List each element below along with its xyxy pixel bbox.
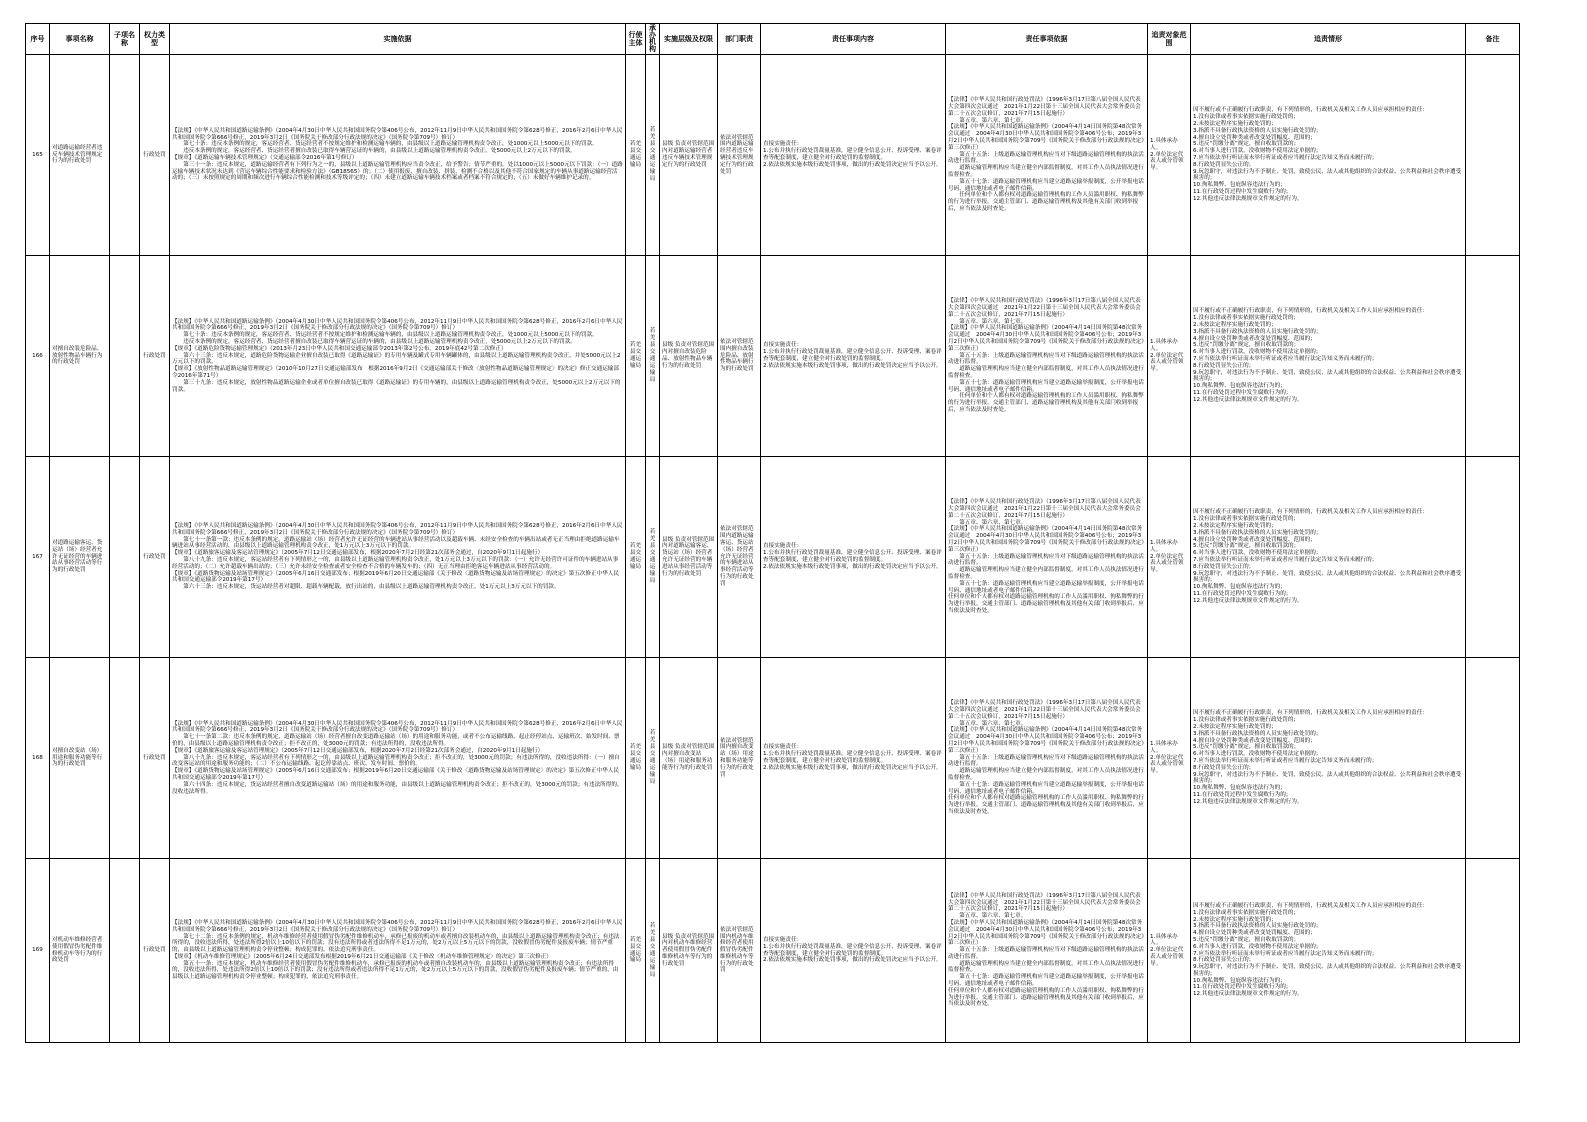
row-level-authority — [660, 658, 718, 859]
row-liability: 【法律】《中华人民共和国行政处罚法》（1996年3月17日第八届全国人民代表大会第四次会议通过 2021年1月22日第十三届全国人民代表大会常务委员会第二十五次会议修订，2021年7月15日起施行） 第五章、第六章、第七章。 【法规】《中华人民共和国道路运输条例》（2004年4月14日国务院第48次常务会议通过 2004年4月30日中华人民共和国国务院令第406号公布；2019年3月2日中华人民共和国国务院令第709号《国务院关于修改部分行政法规的决定》第三次修正） 第五十五条：上级道路运输管理机构应当对下级道路运输管理机构的执法活动进行监督。 道路运输管理机构应当建立健全内部监督制度，对其工作人员执法情况进行监督检查。 第五十七条：道路运输管理机构应当建立道路运输举报制度，公开举报电话号码、通信地址或者电子邮件信箱。 任何单位和个人都有权对道路运输管理机构的工作人员滥用职权、徇私舞弊的行为进行举报。交通主管部门、道路运输管理机构及其他有关部门收到举报后，应当依法及时查处。 — [946, 55, 1148, 256]
header-no: 序号 — [26, 24, 50, 55]
row-sub — [110, 55, 140, 256]
row-content: 直接实施责任： 1.公布并执行行政处罚裁量基准，建立健全信息公开、投诉受理、案卷评查等配套制度，建立健全对行政处罚的监督制度。 2.依法依规实施本级行政处罚事项，做出的行政处罚决定应当予以公开。 — [761, 55, 946, 256]
row-content: 直接实施责任： 1.公布并执行行政处罚裁量基准，建立健全信息公开、投诉受理、案卷评查等配套制度，建立健全对行政处罚的监督制度。 2.依法依规实施本级行政处罚事项，做出的行政处罚决定应当予以公开。 — [761, 658, 946, 859]
row-remark — [1466, 658, 1520, 859]
row-body: 若羌县交通运输局 — [626, 859, 646, 1043]
row-sub — [110, 859, 140, 1043]
row-duty: 依法对管辖范围内机动车维修经营者使用假冒伪劣配件维修机动车等行为的行政处罚 — [718, 859, 761, 1043]
row-no: 169 — [26, 859, 50, 1043]
row-liability: 【法律】《中华人民共和国行政处罚法》（1996年3月17日第八届全国人民代表大会第四次会议通过 2021年1月22日第十三届全国人民代表大会常务委员会第二十五次会议修订，2021年7月15日起施行） 第五章、第六章、第七章。 【法规】《中华人民共和国道路运输条例》（2004年4月14日国务院第48次常务会议通过 2004年4月30日中华人民共和国国务院令第406号公布；2019年3月2日中华人民共和国国务院令第709号《国务院关于修改部分行政法规的决定》第三次修正） 第五十五条：上级道路运输管理机构应当对下级道路运输管理机构的执法活动进行监督。 道路运输管理机构应当建立健全内部监督制度，对其工作人员执法情况进行监督检查。 第五十七条：道路运输管理机构应当建立道路运输举报制度，公开举报电话号码、通信地址或者电子邮件信箱。 任何单位和个人都有权对道路运输管理机构的工作人员滥用职权、徇私舞弊的行为进行举报。交通主管部门、道路运输管理机构及其他有关部门收到举报后，应当依法及时查处。 — [946, 859, 1148, 1043]
row-duty: 依法对管辖范围内擅自改变站（场）用途和服务功能等行为的行政处罚 — [718, 658, 761, 859]
row-level: 县级 — [662, 744, 674, 751]
header-situation: 追责情形 — [1191, 24, 1466, 55]
header-basis: 实施依据 — [170, 24, 626, 55]
row-basis: 【法规】《中华人民共和国道路运输条例》（2004年4月30日中华人民共和国国务院令第406号公布，2012年11月9日中华人民共和国国务院令第628号修正，2016年2月6日中华人民共和国国务院令第666号修正，2019年3月2日《国务院关于修改部分行政法规的决定》（国务院令第709号）修订） 第七十条：违反本条例的规定，客运经营者、货运经营者不按规定维护和检测运输车辆的，由县级以上道路运输管理机构责令改正，处1000元以上5000元以下的罚款。 违反本条例的规定，客运经营者、货运经营者擅自改装已取得车辆营运证的车辆的，由县级以上道路运输管理机构责令改正，处5000元以上2万元以下的罚款。 【规章】《道路危险货物运输管理规定》（2013年月23日中华人民共和国交通运输部令2013年第2号公布，2019年底42号第二次修正） 第六十三条：违反本规定，道路危险货物运输企业擅自改装已取得《道路运输证》的专用车辆及罐式专用车辆罐体的，由县级以上道路运输管理机构责令改正，并处5000元以上2万元以下的罚款。 【规章】《放射性物品道路运输管理规定》（2010年10月27日交通运输部发布 根据2016年9月2日《交通运输部关于修改〈放射性物品道路运输管理规定〉的决定》修正交通运输部令2016年第71号） 第三十九条：违反本规定，放射性物品道路运输企业或者单位擅自改装已取得《道路运输证》的专用车辆的，由县级以上道路运输管理机构责令改正，处5000元以上2万元以下的罚款。 — [170, 256, 626, 457]
row-basis: 【法规】《中华人民共和国道路运输条例》（2004年4月30日中华人民共和国国务院令第406号公布，2012年11月9日中华人民共和国国务院令第628号修正，2016年2月6日中华人民共和国国务院令第666号修正，2019年3月2日《国务院关于修改部分行政法规的决定》（国务院令第709号）修订） 第七十二条：违反本条例的规定，机动车维修经营者使用假冒伪劣配件维修机动车，承修已报废的机动车或者擅自改装机动车的，由县级以上道路运输管理机构责令改正；有违法所得的，没收违法所得，处违法所得2倍以上10倍以下的罚款；没有违法所得或者违法所得不足1万元的，处2万元以上5万元以下的罚款，没收假冒伪劣配件及报废车辆；情节严重的，由县级以上道路运输管理机构责令停业整顿；构成犯罪的，依法追究刑事责任。 【规章】《机动车维修管理规定》（2005年6月24日交通部发布根据2019年6月21日交通运输部《关于修改〈机动车维修管理规定〉的决定》第三次修正） 第五十一条：违反本规定，机动车维修经营者使用假冒伪劣配件维修机动车，承修已报废的机动车或者擅自改装机动车的，由县级以上道路运输管理机构责令改正；有违法所得的，没收违法所得，处违法所得2倍以上10倍以下的罚款；没有违法所得或者违法所得不足1万元的，处2万元以上5万元以下的罚款，没收假冒伪劣配件及报废车辆；情节严重的，由县级以上道路运输管理机构责令停业整顿；构成犯罪的，依法追究刑事责任。 — [170, 859, 626, 1043]
header-sub: 子项名称 — [110, 24, 140, 55]
row-type: 行政处罚 — [140, 55, 170, 256]
row-duty: 依法对管辖范围内道路运输客运、货运站（场）经营者允许无证经营的车辆进站从事经营活动等行为的行政处罚 — [718, 457, 761, 658]
row-basis: 【法规】《中华人民共和国道路运输条例》（2004年4月30日中华人民共和国国务院令第406号公布，2012年11月9日中华人民共和国国务院令第628号修正，2016年2月6日中华人民共和国国务院令第666号修正，2019年3月2日《国务院关于修改部分行政法规的决定》（国务院令第709号）修订） 第七十条：违反本条例的规定，客运经营者、货运经营者不按规定维护和检测运输车辆的，由县级以上道路运输管理机构责令改正，处1000元以上5000元以下的罚款。 违反本条例的规定，客运经营者、货运经营者擅自改装已取得车辆营运证的车辆的，由县级以上道路运输管理机构责令改正，处5000元以上2万元以下的罚款。 【规章】《道路运输车辆技术管理规定》（交通运输部令2016年第1号修订） 第三十一条：违反本规定，道路运输经营者有下列行为之一的，县级以上道路运输管理机构应当责令改正，给予警告；情节严重的，处以1000元以上5000元以下罚款：（一）道路运输车辆技术状况未达到《营运车辆综合性能要求和检验方法》（GB18565）的；（二）使用报废、擅自改装、拼装、检测不合格以及其他不符合国家规定的车辆从事道路运输经营活动的；（三）未按照规定的周期和频次进行车辆综合性能检测和技术等级评定的；（四）未建立道路运输车辆技术档案或者档案不符合规定的；（五）未做好车辆维护记录的。 — [170, 55, 626, 256]
row-duty: 依法对管辖范围内擅自改装危险品、放射性物品车辆行为的行政处罚 — [718, 256, 761, 457]
header-row — [26, 24, 1520, 55]
row-org — [646, 457, 660, 658]
row-situation: 因不履行或不正确履行行政职责，有下列情形的，行政机关及相关工作人员应承担相应的责任： 1.没有法律或者事实依据实施行政处罚的； 2.未按法定程序实施行政处罚的； 3.指派不具备行政执法资格的人员实施行政处罚的； 4.擅自设立处罚种类或者改变处罚幅度、范围的； 5.违反“罚缴分离”规定，擅自收取罚款的； 6.对当事人进行罚款，没收财物不使用法定单据的； 7.应当依法举行听证而未举行听证或者应当履行法定告知义务而未履行的； 8.行政处罚显失公正的； 9.玩忽职守，对违法行为不予制止、处罚，致使公民、法人或其他组织的合法权益、公共利益和社会秩序遭受损害的； 10.徇私舞弊、包庇纵容违法行为的； 11.在行政处罚过程中发生腐败行为的； 12.其他违反法律法规规章文件规定的行为。 — [1191, 457, 1466, 658]
row-duty: 依法对管辖范围内道路运输经营者违反车辆技术管理规定行为的行政处罚 — [718, 55, 761, 256]
table-row — [26, 457, 1520, 658]
row-body: 若羌县交通运输局 — [626, 457, 646, 658]
row-org-text: 若羌县交通运输局 — [649, 127, 656, 182]
row-content: 直接实施责任： 1.公布并执行行政处罚裁量基准，建立健全信息公开、投诉受理、案卷评查等配套制度，建立健全对行政处罚的监督制度。 2.依法依规实施本级行政处罚事项，做出的行政处罚决定应当予以公开。 — [761, 256, 946, 457]
row-org — [646, 658, 660, 859]
table-row — [26, 256, 1520, 457]
row-situation: 因不履行或不正确履行行政职责，有下列情形的，行政机关及相关工作人员应承担相应的责任： 1.没有法律或者事实依据实施行政处罚的； 2.未按法定程序实施行政处罚的； 3.指派不具备行政执法资格的人员实施行政处罚的； 4.擅自设立处罚种类或者改变处罚幅度、范围的； 5.违反“罚缴分离”规定，擅自收取罚款的； 6.对当事人进行罚款，没收财物不使用法定单据的； 7.应当依法举行听证而未举行听证或者应当履行法定告知义务而未履行的； 8.行政处罚显失公正的； 9.玩忽职守，对违法行为不予制止、处罚，致使公民、法人或其他组织的合法权益、公共利益和社会秩序遭受损害的； 10.徇私舞弊、包庇纵容违法行为的； 11.在行政处罚过程中发生腐败行为的； 12.其他违反法律法规规章文件规定的行为。 — [1191, 256, 1466, 457]
table-row — [26, 658, 1520, 859]
row-situation: 因不履行或不正确履行行政职责，有下列情形的，行政机关及相关工作人员应承担相应的责任： 1.没有法律或者事实依据实施行政处罚的； 2.未按法定程序实施行政处罚的； 3.指派不具备行政执法资格的人员实施行政处罚的； 4.擅自设立处罚种类或者改变处罚幅度、范围的； 5.违反“罚缴分离”规定，擅自收取罚款的； 6.对当事人进行罚款，没收财物不使用法定单据的； 7.应当依法举行听证而未举行听证或者应当履行法定告知义务而未履行的； 8.行政处罚显失公正的； 9.玩忽职守，对违法行为不予制止、处罚，致使公民、法人或其他组织的合法权益、公共利益和社会秩序遭受损害的； 10.徇私舞弊、包庇纵容违法行为的； 11.在行政处罚过程中发生腐败行为的； 12.其他违反法律法规规章文件规定的行为。 — [1191, 658, 1466, 859]
row-level: 县级 — [662, 536, 674, 543]
header-level: 实施层级及权限 — [660, 24, 718, 55]
row-liability: 【法律】《中华人民共和国行政处罚法》（1996年3月17日第八届全国人民代表大会第四次会议通过 2021年1月22日第十三届全国人民代表大会常务委员会第二十五次会议修订，2021年7月15日起施行） 第五章、第六章、第七章。 【法规】《中华人民共和国道路运输条例》（2004年4月14日国务院第48次常务会议通过 2004年4月30日中华人民共和国国务院令第406号公布；2019年3月2日中华人民共和国国务院令第709号《国务院关于修改部分行政法规的决定》第三次修正） 第五十五条：上级道路运输管理机构应当对下级道路运输管理机构的执法活动进行监督。 道路运输管理机构应当建立健全内部监督制度，对其工作人员执法情况进行监督检查。 第五十七条：道路运输管理机构应当建立道路运输举报制度，公开举报电话号码、通信地址或者电子邮件信箱。 任何单位和个人都有权对道路运输管理机构的工作人员滥用职权、徇私舞弊的行为进行举报。交通主管部门、道路运输管理机构及其他有关部门收到举报后，应当依法及时查处。 — [946, 256, 1148, 457]
header-org-text: 承办机构 — [649, 24, 656, 53]
row-body: 若羌县交通运输局 — [626, 658, 646, 859]
row-scope: 1.具体承办人。 2.单位法定代表人或分管领导。 — [1148, 859, 1191, 1043]
header-name: 事项名称 — [50, 24, 110, 55]
row-org — [646, 55, 660, 256]
row-situation: 因不履行或不正确履行行政职责，有下列情形的，行政机关及相关工作人员应承担相应的责任： 1.没有法律或者事实依据实施行政处罚的； 2.未按法定程序实施行政处罚的； 3.指派不具备行政执法资格的人员实施行政处罚的； 4.擅自设立处罚种类或者改变处罚幅度、范围的； 5.违反“罚缴分离”规定，擅自收取罚款的； 6.对当事人进行罚款，没收财物不使用法定单据的； 7.应当依法举行听证而未举行听证或者应当履行法定告知义务而未履行的； 8.行政处罚显失公正的； 9.玩忽职守，对违法行为不予制止、处罚，致使公民、法人或其他组织的合法权益、公共利益和社会秩序遭受损害的； 10.徇私舞弊、包庇纵容违法行为的； 11.在行政处罚过程中发生腐败行为的； 12.其他违反法律法规规章文件规定的行为。 — [1191, 55, 1466, 256]
row-basis: 【法规】《中华人民共和国道路运输条例》（2004年4月30日中华人民共和国国务院令第406号公布，2012年11月9日中华人民共和国国务院令第628号修正，2016年2月6日中华人民共和国国务院令第666号修正，2019年3月2日《国务院关于修改部分行政法规的决定》（国务院令第709号）修订） 第七十一条第二款：违反本条例的规定，道路运输站（场）经营者擅自改变道路运输站（场）的用途和服务功能，或者不公布运输线路、起止经停站点、运输班次、始发时间、票价的，由县级以上道路运输管理机构责令改正；拒不改正的，处3000元的罚款；有违法所得的，没收违法所得。 【规章】《道路旅客运输及客运站管理规定》（2005年7月12日交通运输部发布，根据2020年7月2日经第21次部务会通过，自2020年9月1日起施行） 第八十九条：违反本规定，客运站经营者有下列情形之一的，由县级以上道路运输管理机构责令改正；拒不改正的，处3000元的罚款；有违法所得的，没收违法所得：（一）擅自改变客运站的用途和服务功能的；（二）不公布运输线路、起讫停靠站点、班次、发车时间、票价的。 【规章】《道路货物运输及站场管理规定》（2005年6月16日交通部发布；根据2019年6月20日交通运输部《关于修改〈道路货物运输及站场管理规定〉的决定》第五次修正中华人民共和国交通运输部令2019年第17号） 第六十四条：违反本规定，货运站经营者擅自改变道路运输站（场）的用途和服务功能，由县级以上道路运输管理机构责令改正；拒不改正的，处3000元的罚款；有违法所得的，没收违法所得。 — [170, 658, 626, 859]
row-org — [646, 859, 660, 1043]
row-type: 行政处罚 — [140, 256, 170, 457]
row-no: 165 — [26, 55, 50, 256]
row-scope: 1.具体承办人。 2.单位法定代表人或分管领导。 — [1148, 55, 1191, 256]
row-no: 168 — [26, 658, 50, 859]
row-level-authority — [660, 55, 718, 256]
header-type: 权力类型 — [140, 24, 170, 55]
row-authority: 负责对管辖范围内对擅自改变站（场）用途和服务功能等行为的行政处罚 — [662, 744, 715, 771]
row-level-authority — [660, 457, 718, 658]
row-name: 对道路运输客运、货运站（场）经营者允许无证经营的车辆进站从事经营活动等行为的行政处罚 — [50, 457, 110, 658]
row-sub — [110, 256, 140, 457]
row-org-text: 若羌县交通运输局 — [649, 529, 656, 584]
row-content: 直接实施责任： 1.公布并执行行政处罚裁量基准，建立健全信息公开、投诉受理、案卷评查等配套制度，建立健全对行政处罚的监督制度。 2.依法依规实施本级行政处罚事项，做出的行政处罚决定应当予以公开。 — [761, 457, 946, 658]
row-remark — [1466, 859, 1520, 1043]
row-authority: 负责对管辖范围内对擅自改装危险品、放射性物品车辆行为的行政处罚 — [662, 342, 715, 369]
row-org — [646, 256, 660, 457]
row-org-text: 若羌县交通运输局 — [649, 328, 656, 383]
row-level: 县级 — [662, 342, 674, 349]
row-type: 行政处罚 — [140, 859, 170, 1043]
header-scope: 追责对象范围 — [1148, 24, 1191, 55]
row-level-authority — [660, 859, 718, 1043]
row-name: 对机动车维修经营者使用假冒伪劣配件维修机动车等行为的行政处罚 — [50, 859, 110, 1043]
row-org-text: 若羌县交通运输局 — [649, 922, 656, 978]
row-level-authority — [660, 256, 718, 457]
row-basis: 【法规】《中华人民共和国道路运输条例》（2004年4月30日中华人民共和国国务院令第406号公布，2012年11月9日中华人民共和国国务院令第628号修正，2016年2月6日中华人民共和国国务院令第666号修正，2019年3月2日《国务院关于修改部分行政法规的决定》（国务院令第709号）修订） 第七十一条第一款：违反本条例的规定，道路运输站（场）经营者允许无证经营的车辆进站从事经营活动以及超载车辆、未经安全检查的车辆出站或者无正当理由拒绝道路运输车辆进站从事经营活动的，由县级以上道路运输管理机构责令改正，处1万元以上3万元以下的罚款。 【规章】《道路旅客运输及客运站管理规定》（2005年7月12日交通运输部发布，根据2020年7月2日经第21次部务会通过，自2020年9月1日起施行） 第八十九条：违反本规定，客运站经营者有下列情形之一的，由县级以上道路运输管理机构责令改正，处1万元以上3万元以下的罚款：（一）允许无经营许可证件的车辆进站从事经营活动的；（二）允许超载车辆出站的；（三）允许未经安全检查或者安全检查不合格的车辆发车的；（四）无正当理由拒绝客运车辆进站从事经营活动的。 【规章】《道路货物运输及站场管理规定》（2005年6月16日交通部发布；根据2019年6月20日交通运输部《关于修改〈道路货物运输及站场管理规定〉的决定》第五次修正中华人民共和国交通运输部令2019年第17号） 第六十三条：违反本规定，货运站经营者对超限、超载车辆配载，放行出站的，由县级以上道路运输管理机构责令改正，处1万元以上3万元以下的罚款。 — [170, 457, 626, 658]
row-name: 对擅自改装危险品、放射性物品车辆行为的行政处罚 — [50, 256, 110, 457]
row-liability: 【法律】《中华人民共和国行政处罚法》（1996年3月17日第八届全国人民代表大会第四次会议通过 2021年1月22日第十三届全国人民代表大会常务委员会第二十五次会议修订，2021年7月15日起施行） 第五章、第六章、第七章。 【法规】《中华人民共和国道路运输条例》（2004年4月14日国务院第48次常务会议通过 2004年4月30日中华人民共和国国务院令第406号公布；2019年3月2日中华人民共和国国务院令第709号《国务院关于修改部分行政法规的决定》第三次修正） 第五十五条：上级道路运输管理机构应当对下级道路运输管理机构的执法活动进行监督。 道路运输管理机构应当建立健全内部监督制度，对其工作人员执法情况进行监督检查。 第五十七条：道路运输管理机构应当建立道路运输举报制度，公开举报电话号码、通信地址或者电子邮件信箱。 任何单位和个人都有权对道路运输管理机构的工作人员滥用职权、徇私舞弊的行为进行举报。交通主管部门、道路运输管理机构及其他有关部门收到举报后，应当依法及时查处。 — [946, 457, 1148, 658]
row-name: 对道路运输经营者违反车辆技术管理规定行为的行政处罚 — [50, 55, 110, 256]
row-name: 对擅自改变站（场）用途和服务功能等行为的行政处罚 — [50, 658, 110, 859]
row-level: 县级 — [662, 933, 674, 940]
row-remark — [1466, 457, 1520, 658]
header-duty: 部门职责 — [718, 24, 761, 55]
row-sub — [110, 457, 140, 658]
row-no: 167 — [26, 457, 50, 658]
row-authority: 负责对管辖范围内对机动车维修经营者使用假冒伪劣配件维修机动车等行为的行政处罚 — [662, 933, 715, 967]
table-row — [26, 859, 1520, 1043]
row-situation: 因不履行或不正确履行行政职责，有下列情形的，行政机关及相关工作人员应承担相应的责任： 1.没有法律或者事实依据实施行政处罚的； 2.未按法定程序实施行政处罚的； 3.指派不具备行政执法资格的人员实施行政处罚的； 4.擅自设立处罚种类或者改变处罚幅度、范围的； 5.违反“罚缴分离”规定，擅自收取罚款的； 6.对当事人进行罚款，没收财物不使用法定单据的； 7.应当依法举行听证而未举行听证或者应当履行法定告知义务而未履行的； 8.行政处罚显失公正的； 9.玩忽职守，对违法行为不予制止、处罚，致使公民、法人或其他组织的合法权益、公共利益和社会秩序遭受损害的； 10.徇私舞弊、包庇纵容违法行为的； 11.在行政处罚过程中发生腐败行为的； 12.其他违反法律法规规章文件规定的行为。 — [1191, 859, 1466, 1043]
row-scope: 1.具体承办人。 2.单位法定代表人或分管领导。 — [1148, 256, 1191, 457]
row-remark — [1466, 55, 1520, 256]
row-content: 直接实施责任： 1.公布并执行行政处罚裁量基准，建立健全信息公开、投诉受理、案卷评查等配套制度，建立健全对行政处罚的监督制度。 2.依法依规实施本级行政处罚事项，做出的行政处罚决定应当予以公开。 — [761, 859, 946, 1043]
header-liability: 责任事项依据 — [946, 24, 1148, 55]
header-body: 行使主体 — [626, 24, 646, 55]
row-scope: 1.具体承办人。 2.单位法定代表人或分管领导。 — [1148, 658, 1191, 859]
row-authority: 负责对管辖范围内对道路运输经营者违反车辆技术管理规定行为的行政处罚 — [662, 141, 715, 168]
header-org — [646, 24, 660, 55]
row-no: 166 — [26, 256, 50, 457]
row-level: 县级 — [662, 141, 674, 148]
row-type: 行政处罚 — [140, 658, 170, 859]
row-body: 若羌县交通运输局 — [626, 256, 646, 457]
header-remark: 备注 — [1466, 24, 1520, 55]
row-scope: 1.具体承办人。 2.单位法定代表人或分管领导。 — [1148, 457, 1191, 658]
header-content: 责任事项内容 — [761, 24, 946, 55]
row-sub — [110, 658, 140, 859]
row-org-text: 若羌县交通运输局 — [649, 730, 656, 785]
row-liability: 【法律】《中华人民共和国行政处罚法》（1996年3月17日第八届全国人民代表大会第四次会议通过 2021年1月22日第十三届全国人民代表大会常务委员会第二十五次会议修订，2021年7月15日起施行） 第五章、第六章、第七章。 【法规】《中华人民共和国道路运输条例》（2004年4月14日国务院第48次常务会议通过 2004年4月30日中华人民共和国国务院令第406号公布；2019年3月2日中华人民共和国国务院令第709号《国务院关于修改部分行政法规的决定》第三次修正） 第五十五条：上级道路运输管理机构应当对下级道路运输管理机构的执法活动进行监督。 道路运输管理机构应当建立健全内部监督制度，对其工作人员执法情况进行监督检查。 第五十七条：道路运输管理机构应当建立道路运输举报制度，公开举报电话号码、通信地址或者电子邮件信箱。 任何单位和个人都有权对道路运输管理机构的工作人员滥用职权、徇私舞弊的行为进行举报。交通主管部门、道路运输管理机构及其他有关部门收到举报后，应当依法及时查处。 — [946, 658, 1148, 859]
table-row — [26, 55, 1520, 256]
responsibility-table — [25, 23, 1520, 1043]
row-body: 若羌县交通运输局 — [626, 55, 646, 256]
row-type: 行政处罚 — [140, 457, 170, 658]
row-authority: 负责对管辖范围内对道路运输客运、货运站（场）经营者允许无证经营的车辆进站从事经营活动等行为的行政处罚 — [662, 536, 715, 577]
row-remark — [1466, 256, 1520, 457]
